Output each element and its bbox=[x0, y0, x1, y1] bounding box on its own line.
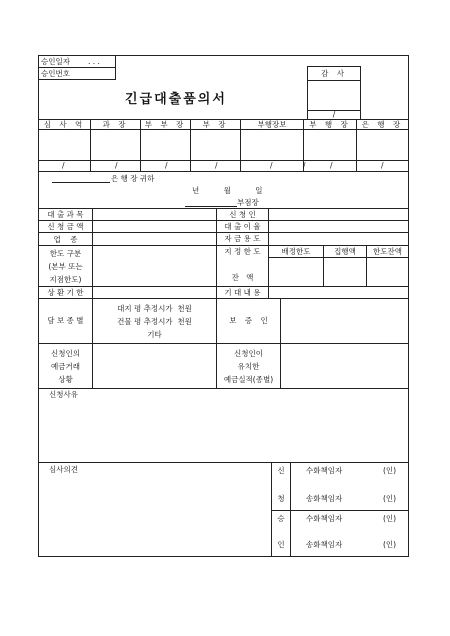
date-slash: / bbox=[215, 161, 218, 170]
seal-mark: (인) bbox=[383, 514, 397, 523]
approval-role: 송화책임자 bbox=[306, 540, 343, 549]
business-type-label: 업 종 bbox=[53, 234, 78, 244]
review-header-examiner: 심 사 역 bbox=[43, 119, 86, 129]
review-header-section-chief: 과 장 bbox=[102, 119, 129, 129]
date-slash: / bbox=[330, 161, 333, 170]
date-slash: / bbox=[381, 161, 384, 170]
seal-mark: (인) bbox=[383, 540, 397, 549]
approval-side-char: 청 bbox=[277, 494, 285, 504]
application-reason-label: 신청사유 bbox=[49, 390, 78, 399]
limit-header-executed: 집행액 bbox=[334, 246, 356, 256]
loan-subject-label: 대 출 과 목 bbox=[47, 209, 84, 219]
auditor-slash: / bbox=[332, 109, 336, 119]
collateral-detail: 대지 평 추정시가 천원 건물 평 추정시가 천원 기타 bbox=[117, 303, 192, 339]
date-slash: / bbox=[115, 161, 118, 170]
review-opinion-label: 심사의견 bbox=[49, 465, 78, 474]
review-header-manager: 부 장 bbox=[202, 119, 229, 129]
balance-label: 잔 액 bbox=[231, 272, 254, 282]
frame-bottom bbox=[38, 556, 409, 557]
approval-number-label: 승인번호 bbox=[41, 69, 70, 78]
limit-type-label: 한도 구분 (본부 또는 지점한도) bbox=[48, 248, 83, 284]
attracted-deposit-label: 신청인이 유치한 예금실적(종별) bbox=[223, 348, 274, 384]
review-header-deputy-manager: 부 부 장 bbox=[144, 119, 187, 129]
review-header-assistant-vp: 부행장보 bbox=[257, 119, 287, 129]
branch-manager-label: 부점장 bbox=[237, 198, 259, 207]
auditor-label: 감 사 bbox=[321, 68, 347, 78]
review-header-president: 은 행 장 bbox=[361, 119, 404, 129]
approval-side-char: 인 bbox=[277, 540, 285, 550]
addressee-bank-head: 은 행 장 귀하 bbox=[111, 174, 155, 183]
requested-amount-label: 신 청 금 액 bbox=[47, 221, 84, 231]
designated-limit-label: 지 정 한 도 bbox=[224, 246, 261, 256]
guarantor-label: 보 증 인 bbox=[229, 316, 268, 326]
review-header-vice-president: 부 행 장 bbox=[309, 119, 351, 129]
request-date: 년 월 일 bbox=[192, 186, 263, 195]
limit-header-allocated: 배정한도 bbox=[281, 246, 311, 256]
seal-mark: (인) bbox=[383, 466, 397, 475]
date-slash: / bbox=[303, 161, 306, 170]
date-slash: / bbox=[165, 161, 168, 170]
collateral-type-label: 담 보 종 별 bbox=[47, 316, 84, 326]
approval-side-char: 신 bbox=[277, 466, 285, 476]
approval-role: 수화책임자 bbox=[306, 466, 343, 475]
limit-header-remaining: 한도잔액 bbox=[373, 246, 402, 256]
frame-top bbox=[38, 55, 409, 56]
frame-right bbox=[408, 55, 409, 557]
loan-rate-label: 대 출 이 율 bbox=[224, 221, 261, 231]
approval-side-char: 승 bbox=[277, 514, 285, 524]
page-title: 긴급대출품의서 bbox=[125, 92, 227, 107]
repayment-term-label: 상 환 기 한 bbox=[47, 287, 84, 297]
approval-date-dots: . . . bbox=[88, 57, 100, 66]
expected-content-label: 기 대 내 용 bbox=[224, 287, 261, 297]
approval-date-label: 승인일자 bbox=[41, 57, 70, 66]
fund-use-label: 자 금 용 도 bbox=[224, 234, 261, 244]
applicant-label: 신 청 인 bbox=[229, 209, 256, 219]
date-slash: / bbox=[270, 161, 273, 170]
date-slash: / bbox=[62, 161, 65, 170]
approval-role: 송화책임자 bbox=[306, 494, 343, 503]
deposit-status-label: 신청인의 예금거래 상황 bbox=[51, 348, 80, 384]
seal-mark: (인) bbox=[383, 494, 397, 503]
approval-role: 수화책임자 bbox=[306, 514, 343, 523]
